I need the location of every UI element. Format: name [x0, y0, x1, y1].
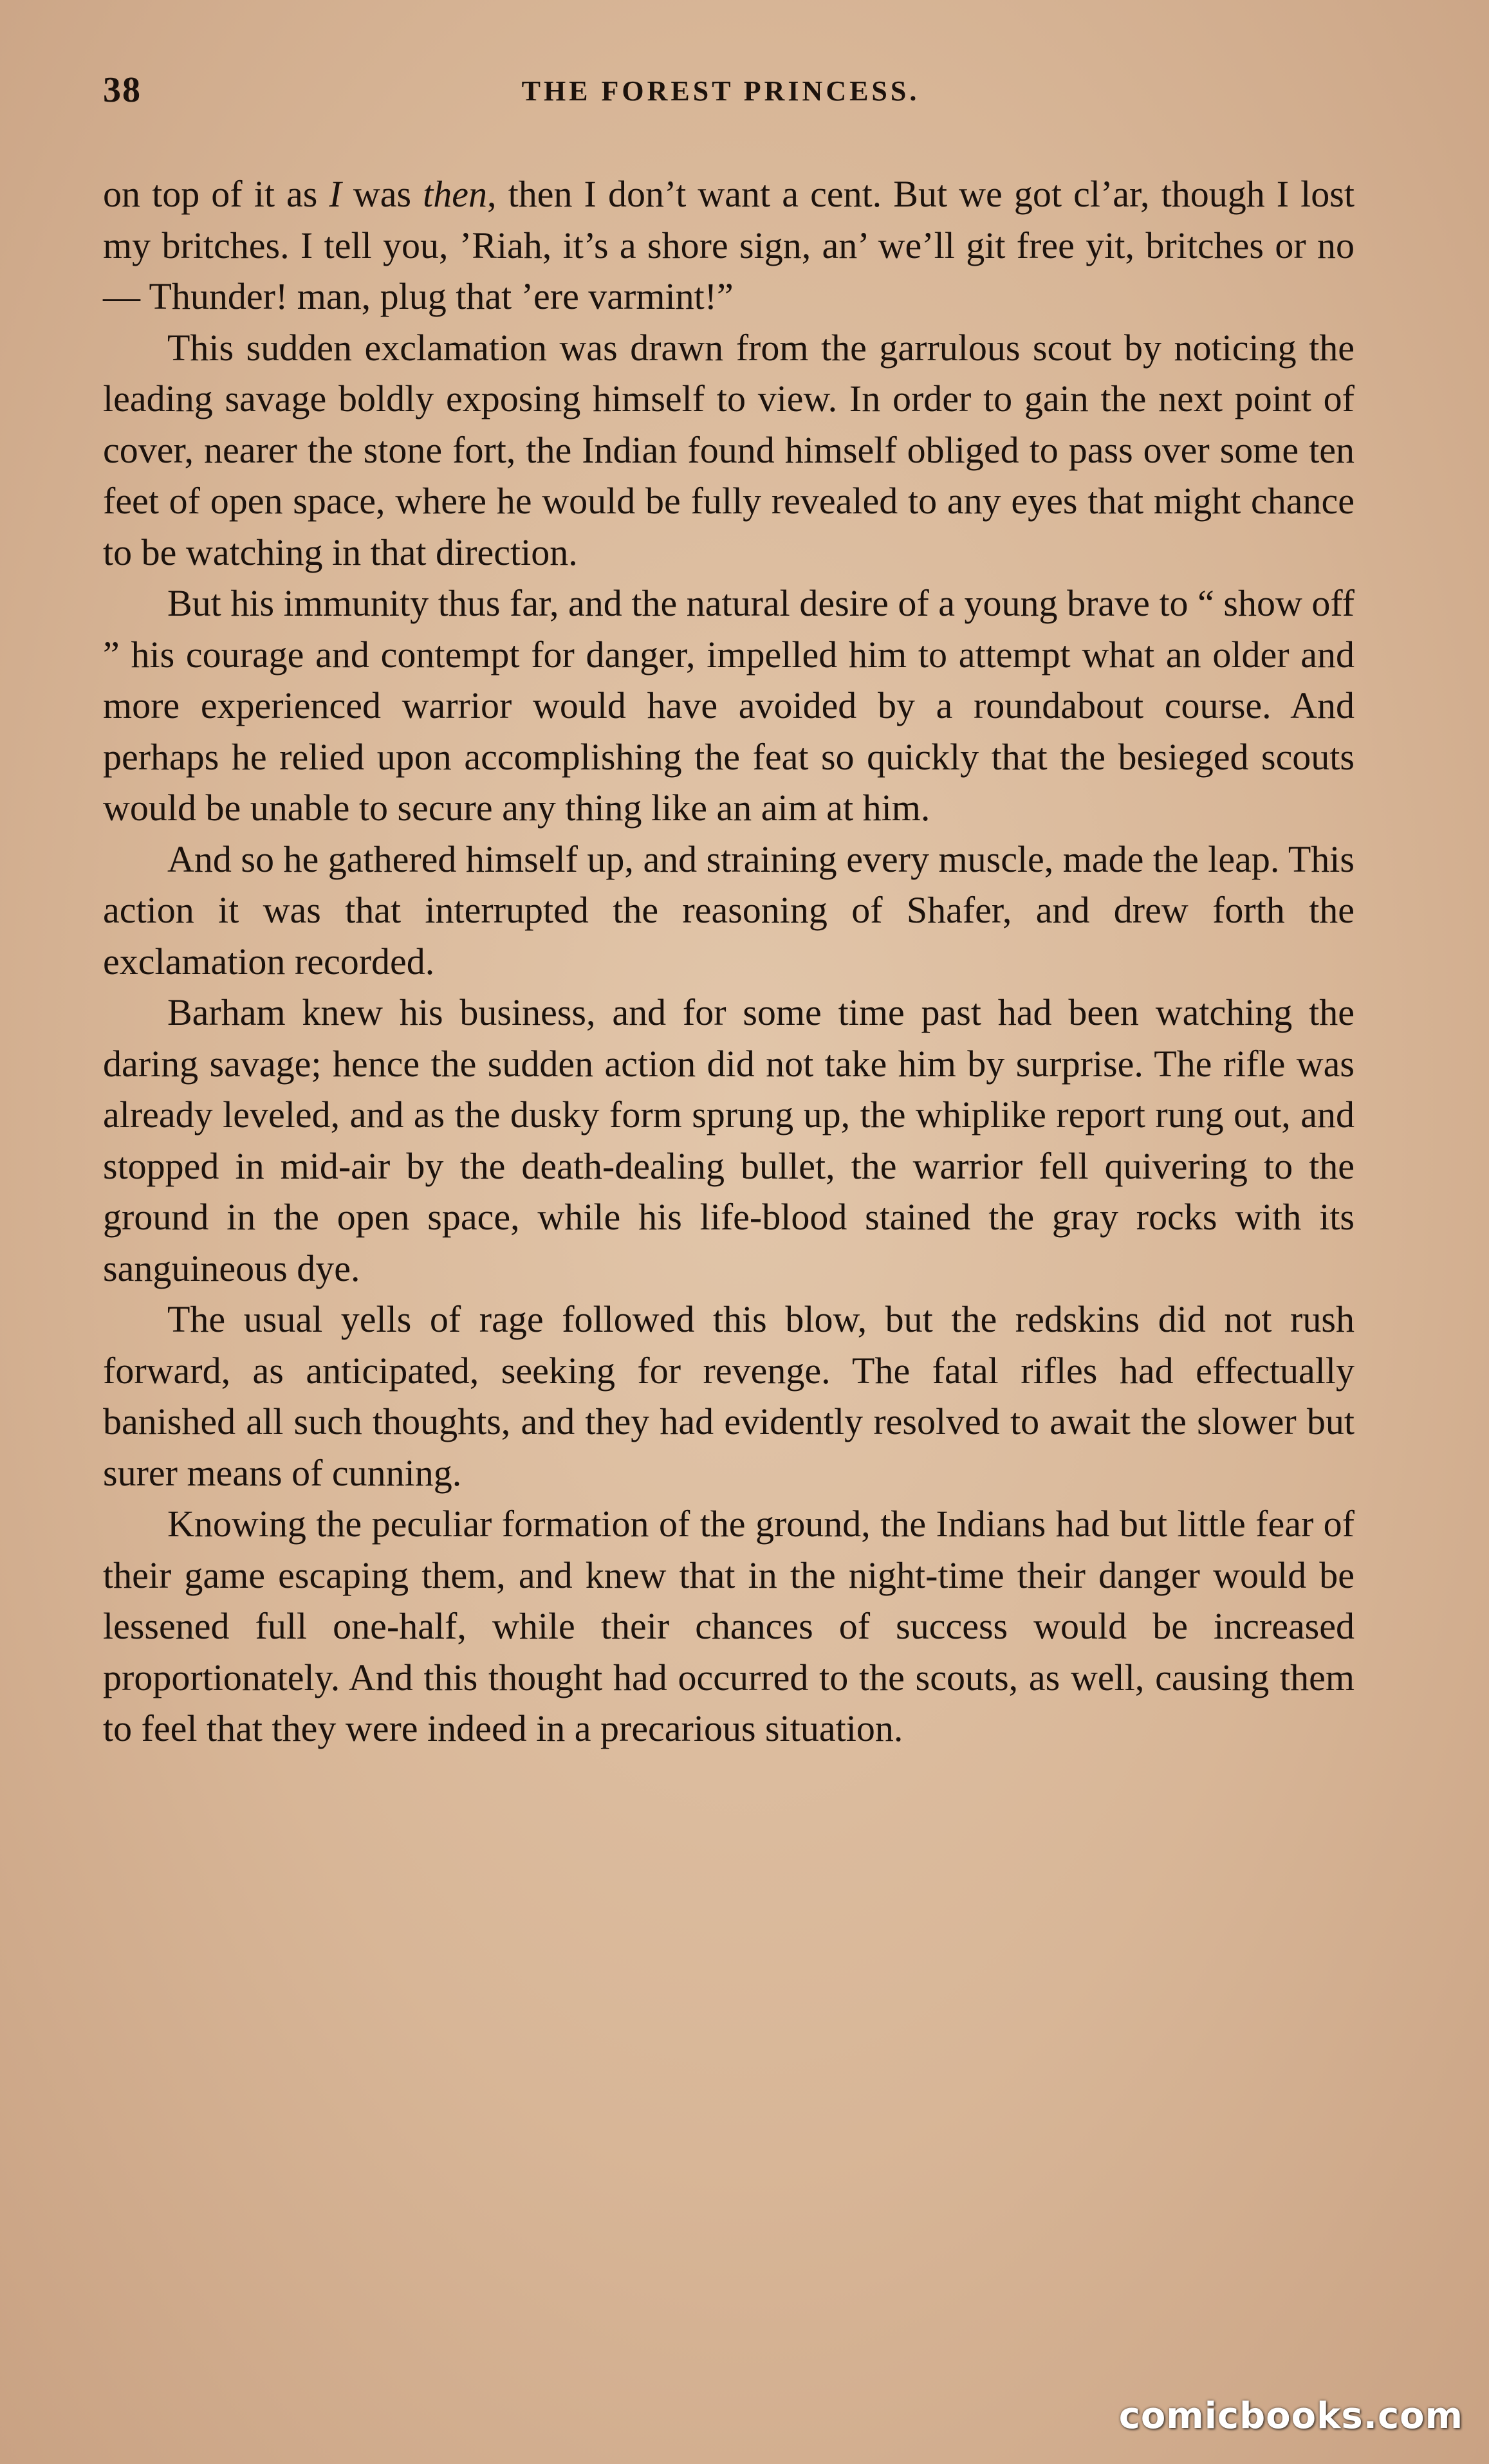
text-segment: The usual yells of rage followed this blow, but the redskins did not rush forward, as anticipated, seeking for revenge. The fatal rifles had effectually banished all such thoughts, and they had evidently resolved to await the slower but surer means of cunning. [103, 1298, 1355, 1494]
paragraph [103, 169, 1355, 322]
text-segment: Barham knew his business, and for some time past had been watching the daring savage; hence the sudden action did not take him by surprise. The rifle was already leveled, and as the dusky form sprung up, the whiplike report rung out, and stopped in mid-air by the death-dealing bullet, the warrior fell quivering to the ground in the open space, while his life-blood stained the gray rocks with its sanguineous dye. [103, 991, 1355, 1289]
paragraph [103, 834, 1355, 988]
paragraph [103, 987, 1355, 1294]
text-segment: And so he gathered himself up, and straining every muscle, made the leap. This action it was that interrupted the reasoning of Shafer, and drew forth the exclamation recorded. [103, 838, 1355, 982]
text-segment: , then I don’t want a cent. But we got cl’ar, though I lost my britches. I tell you, ’Riah, it’s a shore sign, an’ we’ll git free yit, britches or no— Thunder! man, plug that ’ere varmint!” [103, 173, 1355, 317]
text-segment: This sudden exclamation was drawn from the garrulous scout by noticing the leading savage boldly exposing himself to view. In order to gain the next point of cover, nearer the stone fort, the Indian found himself obliged to pass over some ten feet of open space, where he would be fully revealed to any eyes that might chance to be watching in that direction. [103, 326, 1355, 573]
text-segment: But his immunity thus far, and the natural desire of a young brave to “ show off ” his courage and contempt for danger, impelled him to attempt what an older and more experienced warrior would have avoided by a roundabout course. And perhaps he relied upon accomplishing the feat so quickly that the besieged scouts would be unable to secure any thing like an aim at him. [103, 582, 1355, 829]
text-segment: on top of it as [103, 173, 329, 215]
watermark: comicbooks.com [1118, 2395, 1463, 2437]
text-segment: Knowing the peculiar formation of the ground, the Indians had but little fear of their game escaping them, and knew that in the night-time their danger would be lessened full one-half, while their chances of success would be increased proportionately. And this thought had occurred to the scouts, as well, causing them to feel that they were indeed in a precarious situation. [103, 1503, 1355, 1749]
running-title: THE FOREST PRINCESS. [521, 75, 920, 107]
paragraph [103, 1294, 1355, 1498]
italic-text: then [423, 173, 487, 215]
paragraph [103, 578, 1355, 834]
page-header [103, 69, 1338, 121]
page-number: 38 [103, 70, 142, 110]
paragraph [103, 1498, 1355, 1754]
text-segment: was [341, 173, 423, 215]
paragraph [103, 322, 1355, 578]
italic-text: I [329, 173, 342, 215]
body-text [103, 169, 1355, 1754]
